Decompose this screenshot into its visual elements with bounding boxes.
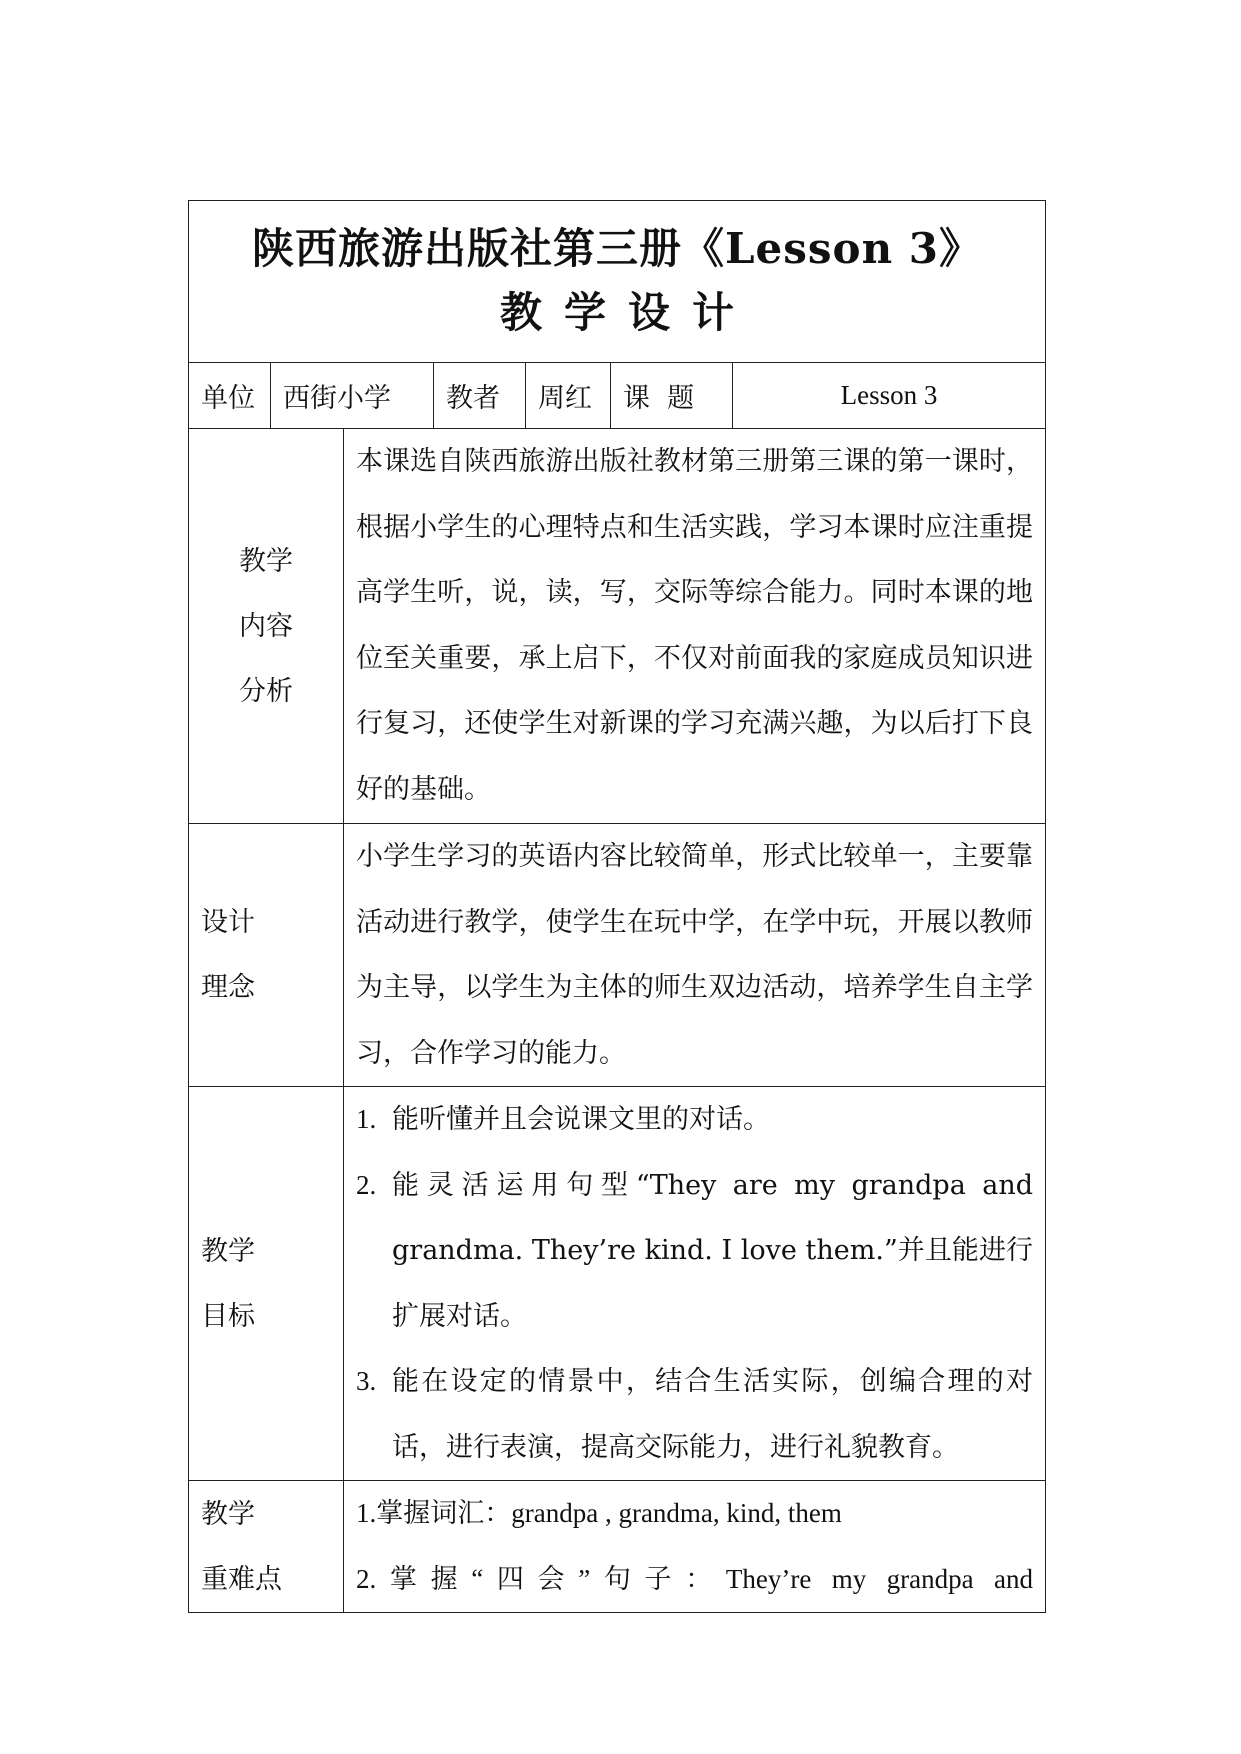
keypoint-line: 1.掌握词汇：grandpa , grandma, kind, them — [356, 1498, 842, 1528]
info-row — [189, 363, 1046, 429]
goal-number: 2. — [356, 1169, 377, 1200]
analysis-text-cell — [344, 429, 1046, 824]
analysis-label-line: 分析 — [239, 675, 293, 707]
document-subtitle: 教学设计 — [499, 287, 756, 337]
topic-value: Lesson 3 — [733, 363, 1046, 429]
topic-label: 课 题 — [611, 363, 733, 429]
teacher-label: 教者 — [434, 363, 526, 429]
goals-row — [189, 1087, 1046, 1481]
goal-number: 3. — [356, 1366, 377, 1396]
keypoints-label-line: 教学 — [201, 1498, 255, 1530]
goal-item — [356, 1087, 1033, 1153]
concept-label-line: 理念 — [201, 972, 255, 1003]
keypoints-label-line: 重难点 — [201, 1563, 282, 1595]
goal-item — [356, 1153, 1033, 1350]
keypoints-text-cell — [344, 1481, 1046, 1613]
goal-text: 能灵活运用句型“They are my grandpa and grandma. They’re kind. I love them.”并且能进行扩展对话。 — [392, 1169, 1033, 1332]
goal-number: 1. — [356, 1104, 377, 1134]
keypoints-row — [189, 1481, 1046, 1613]
goals-label — [189, 1087, 344, 1481]
goals-list-cell — [344, 1087, 1046, 1481]
analysis-row — [189, 429, 1046, 824]
analysis-label — [189, 429, 344, 824]
lesson-plan-table — [188, 200, 1046, 1613]
analysis-label-line: 内容 — [239, 610, 293, 642]
keypoint-line: 2.掌握“四会”句子：They’re my grandpa and — [356, 1563, 1033, 1594]
unit-value: 西街小学 — [271, 363, 434, 429]
title-cell — [189, 201, 1046, 363]
analysis-text: 本课选自陕西旅游出版社教材第三册第三课的第一课时，根据小学生的心理特点和生活实践，学习本课时应注重提高学生听，说，读，写，交际等综合能力。同时本课的地位至关重要，承上启下，不仅对前面我的家庭成员知识进行复习，还使学生对新课的学习充满兴趣，为以后打下良好的基础。 — [356, 446, 1033, 805]
keypoints-label — [189, 1481, 344, 1613]
concept-row — [189, 824, 1046, 1087]
goal-text: 能听懂并且会说课文里的对话。 — [392, 1104, 770, 1135]
unit-label: 单位 — [189, 363, 271, 429]
goals-label-line: 教学 — [201, 1235, 255, 1267]
document-title: 陕西旅游出版社第三册《Lesson 3》 — [252, 223, 982, 273]
teacher-value: 周红 — [526, 363, 611, 429]
goal-text: 能在设定的情景中，结合生活实际，创编合理的对话，进行表演，提高交际能力，进行礼貌教育。 — [392, 1366, 1033, 1463]
goals-label-line: 目标 — [201, 1300, 255, 1332]
title-row — [189, 201, 1046, 363]
analysis-label-line: 教学 — [239, 545, 293, 577]
concept-label-line: 设计 — [201, 907, 255, 938]
goal-item — [356, 1349, 1033, 1480]
concept-label — [189, 824, 344, 1087]
concept-text-cell — [344, 824, 1046, 1087]
concept-text: 小学生学习的英语内容比较简单，形式比较单一，主要靠活动进行教学，使学生在玩中学，在学中玩，开展以教师为主导，以学生为主体的师生双边活动，培养学生自主学习，合作学习的能力。 — [356, 841, 1033, 1069]
